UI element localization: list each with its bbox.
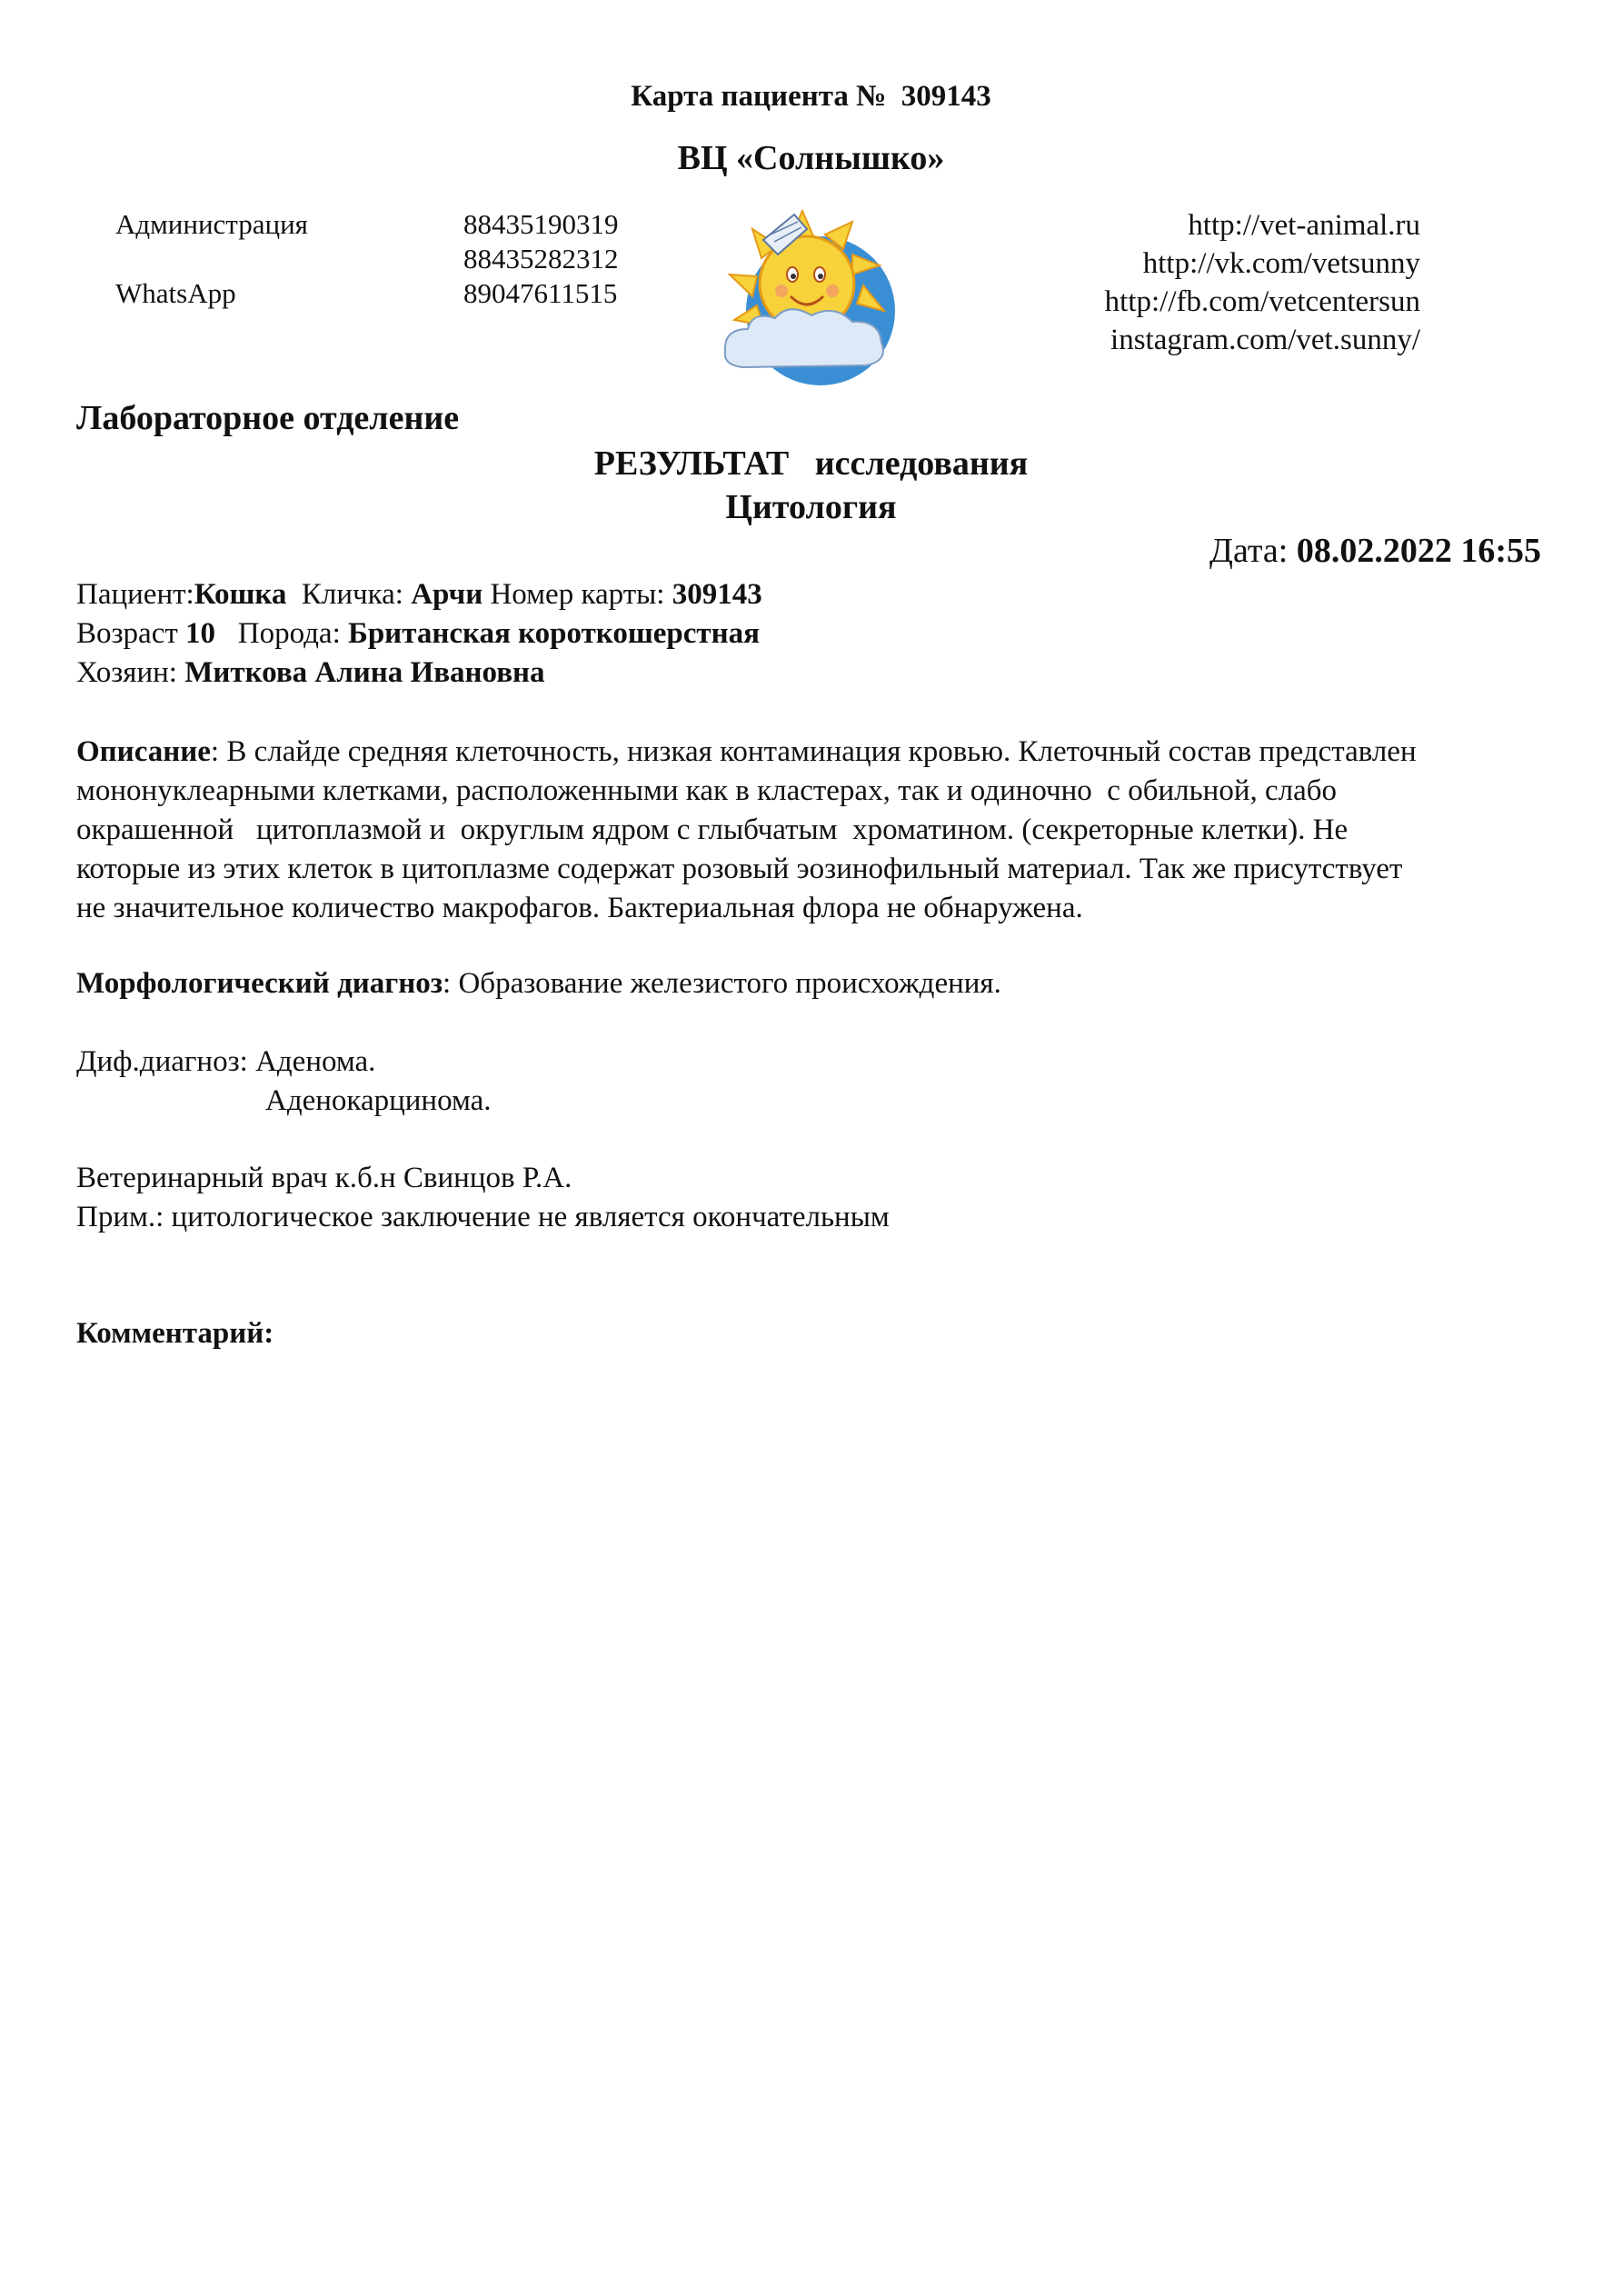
diff-diagnosis-1: Аденома. — [255, 1045, 376, 1078]
morph-diagnosis-text: : Образование железистого происхождения. — [443, 967, 1001, 1000]
patient-name: Арчи — [411, 578, 483, 611]
link-instagram[interactable]: instagram.com/vet.sunny/ — [1110, 324, 1420, 356]
diff-diagnosis-label: Диф.диагноз: — [76, 1045, 248, 1078]
admin-phone-1: 88435190319 — [463, 208, 619, 240]
date-value: 08.02.2022 16:55 — [1296, 532, 1541, 570]
morph-diagnosis — [76, 967, 1001, 1001]
department-heading: Лабораторное отделение — [76, 399, 460, 437]
result-title-text: РЕЗУЛЬТАТ исследования — [593, 444, 1029, 483]
admin-phone-2: 88435282312 — [463, 243, 619, 275]
link-vk[interactable]: http://vk.com/vetsunny — [1142, 247, 1420, 280]
clinic-logo — [707, 202, 907, 393]
comment-label: Комментарий: — [76, 1317, 274, 1350]
patient-species: Кошка — [194, 578, 287, 611]
clinic-name: ВЦ «Солнышко» — [677, 139, 945, 177]
description-text-1: : В слайде средняя клеточность, низкая контаминация кровью. Клеточный состав представлен — [210, 735, 1417, 768]
link-facebook[interactable]: http://fb.com/vetcentersun — [1104, 285, 1420, 318]
date-label: Дата: — [1209, 532, 1289, 570]
whatsapp-phone: 89047611515 — [463, 277, 618, 309]
patient-breed: Британская короткошерстная — [348, 617, 760, 650]
report-date — [1209, 531, 1541, 571]
age-breed-line — [76, 617, 760, 651]
result-title — [0, 444, 1622, 484]
breed-label: Порода: — [237, 617, 341, 650]
morph-diagnosis-label: Морфологический диагноз — [76, 967, 443, 1000]
card-number: 309143 — [901, 80, 991, 113]
owner-label: Хозяин: — [76, 656, 177, 689]
card-number-label: Номер карты: — [490, 578, 665, 611]
admin-label: Администрация — [115, 208, 308, 240]
patient-age: 10 — [185, 617, 216, 650]
patient-line — [76, 578, 762, 612]
card-title — [0, 80, 1622, 114]
diff-diagnosis — [76, 1045, 375, 1079]
diff-diagnosis-2: Аденокарцинома. — [265, 1084, 492, 1117]
name-label: Кличка: — [301, 578, 403, 611]
description-line-4: которые из этих клеток в цитоплазме содержат розовый эозинофильный материал. Так же присутствует — [76, 853, 1403, 885]
card-label: Карта пациента № — [631, 80, 887, 113]
description-line-2: мононуклеарными клетками, расположенными как в кластерах, так и одиночно с обильной, слабо — [76, 774, 1338, 807]
patient-label: Пациент: — [76, 578, 194, 611]
result-subtitle: Цитология — [725, 488, 897, 526]
doctor-signature: Ветеринарный врач к.б.н Свинцов Р.А. — [76, 1162, 572, 1194]
description-label: Описание — [76, 735, 211, 768]
description-line-3: окрашенной цитоплазмой и округлым ядром с глыбчатым хроматином. (секреторные клетки). Не — [76, 814, 1348, 846]
description-line-1 — [76, 733, 1562, 772]
patient-owner: Миткова Алина Ивановна — [184, 656, 545, 689]
patient-card-number: 309143 — [672, 578, 762, 611]
description-line-5: не значительное количество макрофагов. Бактериальная флора не обнаружена. — [76, 892, 1083, 924]
owner-line — [76, 656, 545, 690]
age-label: Возраст — [76, 617, 178, 650]
description-block — [76, 733, 1562, 928]
whatsapp-label: WhatsApp — [115, 277, 236, 309]
note-line: Прим.: цитологическое заключение не является окончательным — [76, 1201, 890, 1233]
link-website[interactable]: http://vet-animal.ru — [1188, 209, 1420, 242]
